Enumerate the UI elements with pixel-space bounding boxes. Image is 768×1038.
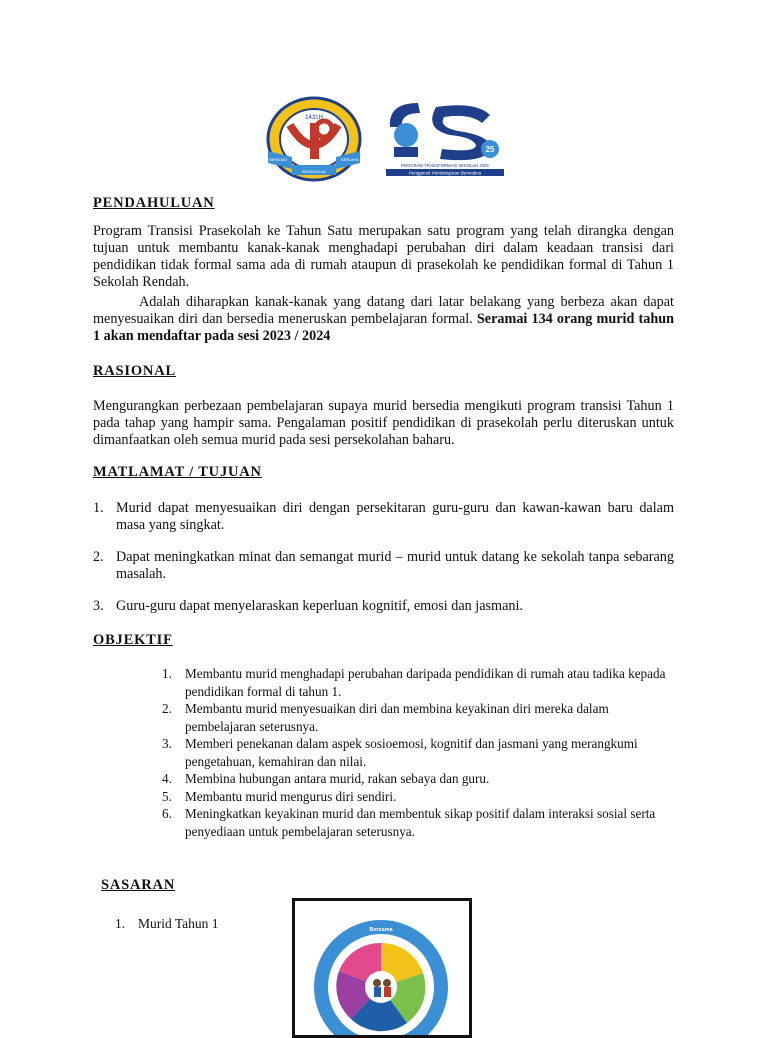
- pendahuluan-paragraph-2: [93, 294, 674, 345]
- list-item: [162, 735, 675, 770]
- pendahuluan-p2-text: Adalah diharapkan kanak-kanak yang datang dari latar belakang yang berbeza akan dapat menyesuaikan diri dan bersedia meneruskan pembelajaran formal.: [93, 294, 674, 327]
- objektif-list: [162, 665, 675, 840]
- list-number: 1.: [115, 916, 126, 931]
- pendahuluan-paragraph-1: Program Transisi Prasekolah ke Tahun Satu merupakan satu program yang telah dirangka dengan tujuan untuk membantu kanak-kanak menghadapi perubahan diri dalam keadaan transisi dari pendidikan tidak formal sama ada di rumah ataupun di prasekolah ke pendidikan formal di Tahun 1 Sekolah Rendah.: [93, 223, 674, 290]
- list-number: 2.: [93, 549, 104, 565]
- list-number: 5.: [162, 788, 172, 804]
- list-number: 1.: [162, 666, 172, 681]
- section-heading-sasaran: SASARAN: [101, 877, 176, 893]
- list-item: [162, 788, 675, 806]
- pendahuluan-p2-bold: Seramai 134 orang murid tahun 1 akan mendaftar pada sesi 2023 / 2024: [93, 311, 674, 344]
- section-heading-matlamat: MATLAMAT / TUJUAN: [93, 464, 262, 480]
- crest-motto-center: BERAKHLAK: [301, 169, 327, 174]
- list-number: 3.: [162, 736, 172, 751]
- list-item: [93, 500, 674, 534]
- list-text: Dapat meningkatkan minat dan semangat murid – murid untuk datang ke sekolah tanpa sebarang masalah.: [116, 549, 674, 582]
- list-number: 2.: [162, 701, 172, 716]
- list-text: Guru-guru dapat menyelaraskan keperluan kognitif, emosi dan jasmani.: [116, 598, 523, 614]
- list-item: [93, 549, 674, 583]
- list-text: Murid dapat menyesuaikan diri dengan persekitaran guru-guru dan kawan-kawan baru dalam masa yang singkat.: [116, 500, 674, 533]
- ts25-caption-1: PROGRAM TRANSFORMASI SEKOLAH 2025: [401, 163, 489, 168]
- ts25-program-logo: [380, 97, 510, 177]
- list-item: [162, 700, 675, 735]
- ts25-caption-2: Penggerak Pembelajaran Bermakna: [408, 170, 482, 176]
- svg-text:25: 25: [485, 145, 495, 154]
- crest-motto-left: BERILMU: [269, 157, 287, 162]
- list-item: [162, 665, 675, 700]
- list-item: [162, 805, 675, 840]
- list-number: 3.: [93, 598, 104, 614]
- list-number: 4.: [162, 771, 172, 786]
- rasional-paragraph: Mengurangkan perbezaan pembelajaran supaya murid bersedia mengikuti program transisi Tahun 1 pada tahap yang hampir sama. Pengalaman positif pendidikan di prasekolah perlu diteruskan untuk dimanfaatkan oleh semua murid pada sesi persekolahan baharu.: [93, 398, 674, 448]
- list-text: Meningkatkan keyakinan murid dan membentuk sikap positif dalam interaksi sosial serta penyediaan untuk pembelajaran seterusnya.: [185, 806, 656, 839]
- section-heading-rasional: RASIONAL: [93, 363, 176, 379]
- header-logos: [262, 95, 512, 183]
- list-item: [115, 915, 278, 932]
- section-heading-objektif: OBJEKTIF: [93, 632, 173, 648]
- school-crest-logo: [262, 95, 387, 183]
- diagram-label-top: Bersama: [369, 927, 393, 933]
- crest-year: 1431H: [305, 115, 323, 121]
- list-item: [93, 598, 674, 615]
- program-diagram-frame: [292, 898, 472, 1038]
- list-text: Memberi penekanan dalam aspek sosioemosi, kognitif dan jasmani yang merangkumi pengetahuan, kemahiran dan nilai.: [185, 736, 638, 769]
- list-number: 6.: [162, 806, 172, 821]
- section-heading-pendahuluan: PENDAHULUAN: [93, 195, 215, 211]
- list-text: Membantu murid mengurus diri sendiri.: [185, 788, 397, 804]
- list-text: Membantu murid menyesuaikan diri dan membina keyakinan diri mereka dalam pembelajaran seterusnya.: [185, 701, 609, 734]
- list-text: Murid Tahun 1: [138, 916, 219, 931]
- matlamat-list: [93, 500, 674, 615]
- crest-motto-right: BERJAYA: [341, 157, 359, 162]
- sasaran-list: [115, 915, 278, 932]
- list-text: Membina hubungan antara murid, rakan sebaya dan guru.: [185, 771, 490, 786]
- list-item: [162, 770, 675, 788]
- list-number: 1.: [93, 500, 104, 516]
- list-text: Membantu murid menghadapi perubahan daripada pendidikan di rumah atau tadika kepada pendidikan formal di tahun 1.: [185, 666, 666, 699]
- program-cycle-diagram: [295, 901, 469, 1035]
